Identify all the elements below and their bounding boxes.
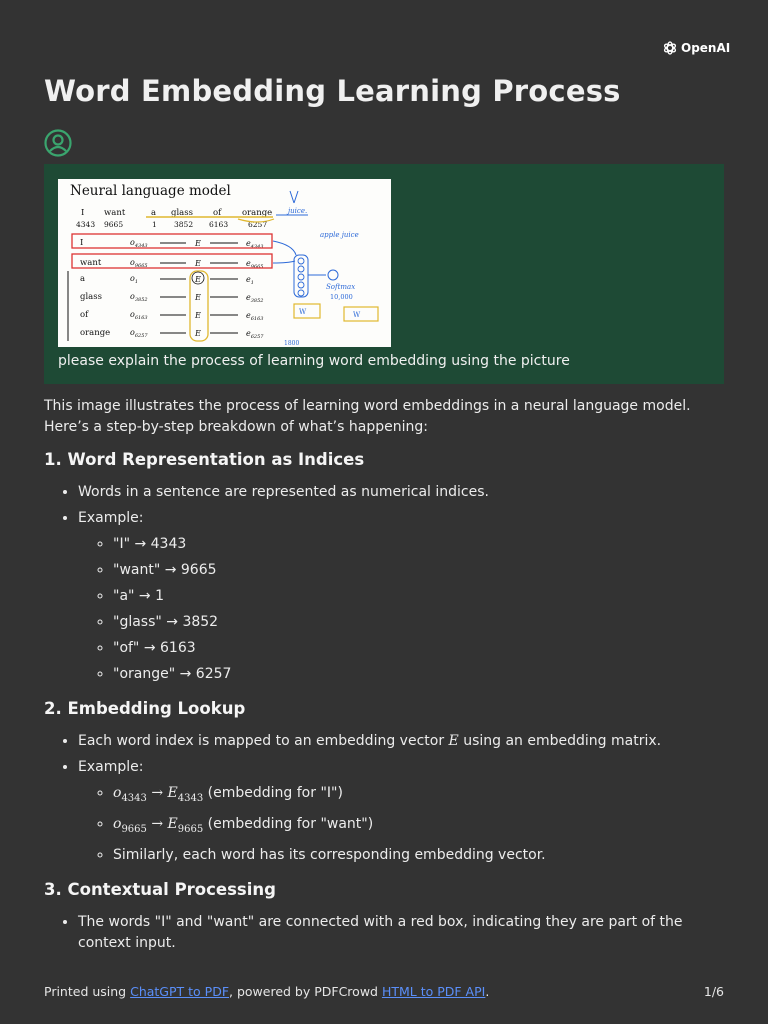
fig-word-2: a	[151, 208, 157, 218]
fig-E-0: E	[195, 239, 201, 248]
embedding-example-list	[78, 783, 724, 866]
fig-word-0: I	[81, 208, 85, 218]
user-message-box	[44, 164, 724, 384]
html-to-pdf-api-link[interactable]: HTML to PDF API	[381, 984, 486, 999]
section-1-list	[44, 482, 724, 685]
fig-word-5: orange	[242, 208, 273, 218]
fig-row-word-3: glass	[80, 292, 102, 302]
page-title: Word Embedding Learning Process	[44, 74, 621, 108]
fig-E-4: E	[195, 311, 201, 320]
fig-apple-juice: apple juice	[320, 231, 359, 239]
fig-index-2: 1	[152, 220, 157, 229]
fig-row-word-5: orange	[80, 328, 111, 338]
math-var: E	[448, 733, 459, 749]
list-item: ◦ Similarly, each word has its corresponding embedding vector.	[113, 845, 724, 866]
fig-E-1: E	[195, 259, 201, 268]
footer-middle: , powered by PDFCrowd	[229, 984, 382, 999]
fig-e-4: $e_{6163}$	[246, 311, 264, 322]
list-item	[78, 731, 724, 752]
list-item	[113, 783, 724, 809]
fig-index-0: 4343	[76, 220, 96, 229]
fig-e-5: $e_{6257}$	[246, 329, 264, 340]
index-example-list	[78, 534, 724, 685]
fig-onehot-0: $o_{4343}$	[130, 238, 148, 249]
logo-text: OpenAI	[681, 41, 731, 55]
text: Each word index is mapped to an embedding vector	[78, 733, 449, 749]
list-item: • Words in a sentence are represented as numerical indices.	[78, 482, 724, 503]
page-number: 1/6	[703, 984, 724, 999]
user-message-text: please explain the process of learning word embedding using the picture	[58, 353, 570, 369]
fig-onehot-3: $o_{3852}$	[130, 292, 148, 303]
fig-E-3: E	[195, 293, 201, 302]
openai-icon	[662, 40, 678, 56]
section-3-heading: 3. Contextual Processing	[44, 879, 276, 899]
text: (embedding for "I")	[207, 785, 343, 801]
fig-w1: W	[299, 308, 307, 316]
fig-row-word-0: I	[80, 238, 84, 248]
fig-E-2: E	[195, 275, 201, 284]
list-item	[113, 814, 724, 840]
fig-word-4: of	[213, 208, 222, 218]
fig-index-4: 6163	[209, 220, 229, 229]
fig-row-word-2: a	[80, 274, 86, 284]
section-3-list	[44, 912, 724, 954]
fig-softmax: Softmax	[326, 283, 356, 291]
example-label: Example:	[78, 510, 144, 526]
fig-onehot-2: $o_1$	[130, 274, 139, 285]
footer-suffix: .	[485, 984, 490, 999]
math-expression: $o_{9665} \to E_{9665}$	[113, 815, 204, 835]
fig-softmax-size: 10,000	[330, 293, 353, 301]
example-label: Example:	[78, 759, 144, 775]
openai-logo	[662, 40, 730, 56]
fig-e-0: $e_{4343}$	[246, 239, 264, 250]
footer-prefix: Printed using	[44, 984, 131, 999]
list-item	[78, 757, 724, 866]
user-avatar	[44, 129, 72, 161]
list-item: ◦ "orange" → 6257	[113, 664, 724, 685]
section-2-heading: 2. Embedding Lookup	[44, 699, 246, 718]
fig-row-word-1: want	[80, 258, 102, 268]
chatgpt-to-pdf-link[interactable]: ChatGPT to PDF	[130, 984, 230, 999]
fig-onehot-1: $o_{9665}$	[130, 258, 148, 269]
section-2-list	[44, 731, 724, 866]
figure-heading: Neural language model	[70, 183, 231, 199]
list-item: ◦ "of" → 6163	[113, 638, 724, 659]
fig-e-3: $e_{3852}$	[246, 293, 264, 304]
fig-onehot-5: $o_{6257}$	[130, 328, 148, 339]
fig-e-1: $e_{9665}$	[246, 259, 264, 270]
fig-word-1: want	[104, 208, 126, 218]
list-item: • The words "I" and "want" are connected with a red box, indicating they are part of the context input.	[78, 912, 724, 954]
list-item: ◦ "want" → 9665	[113, 560, 724, 581]
fig-index-5: 6257	[248, 220, 268, 229]
fig-E-5: E	[195, 329, 201, 338]
math-expression: $o_{4343} \to E_{4343}$	[113, 785, 204, 804]
fig-row-word-4: of	[80, 310, 89, 320]
assistant-response	[44, 396, 724, 966]
user-avatar-icon	[44, 129, 72, 157]
fig-juice: juice.	[288, 207, 308, 215]
fig-index-3: 3852	[174, 220, 194, 229]
print-footer	[44, 984, 724, 999]
fig-e-2: $e_1$	[246, 275, 254, 286]
neural-language-model-image	[58, 179, 391, 347]
list-item: ◦ "glass" → 3852	[113, 612, 724, 633]
fig-index-1: 9665	[104, 220, 124, 229]
list-item: ◦ "I" → 4343	[113, 534, 724, 555]
intro-paragraph: This image illustrates the process of learning word embeddings in a neural language model. Here’s a step-by-step breakdown of what’s happening:	[44, 398, 691, 435]
fig-bottom-note: 1800	[284, 340, 300, 347]
section-1-heading: 1. Word Representation as Indices	[44, 450, 365, 469]
fig-onehot-4: $o_{6163}$	[130, 310, 148, 321]
text: using an embedding matrix.	[458, 733, 662, 749]
list-item	[78, 508, 724, 685]
fig-word-3: glass	[171, 208, 193, 218]
text: (embedding for "want")	[207, 815, 374, 832]
list-item: ◦ "a" → 1	[113, 586, 724, 607]
fig-w2: W	[353, 311, 361, 319]
